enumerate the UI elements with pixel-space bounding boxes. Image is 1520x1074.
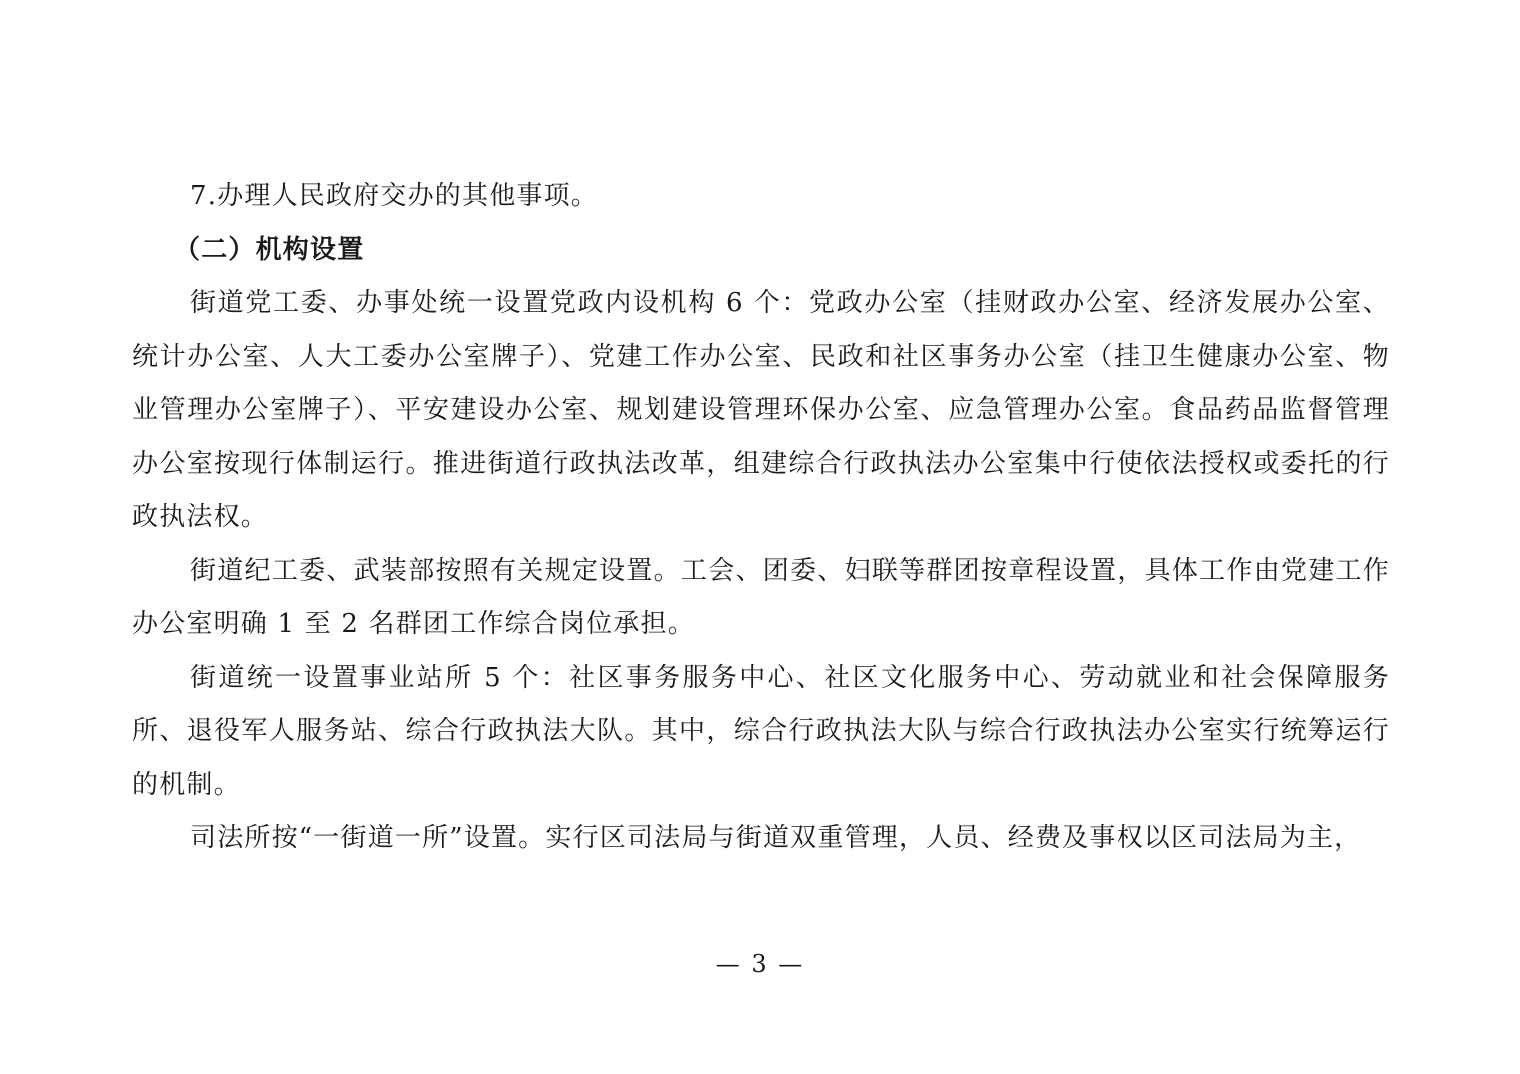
- paragraph-public-institutions: 街道统一设置事业站所 5 个：社区事务服务中心、社区文化服务中心、劳动就业和社会保障服务所、退役军人服务站、综合行政执法大队。其中，综合行政执法大队与综合行政执法办公室实行统筹运行的机制。: [132, 662, 1390, 800]
- paragraph-judicial-office: 司法所按“一街道一所”设置。实行区司法局与街道双重管理，人员、经费及事权以区司法局为主，: [190, 823, 1362, 853]
- page-number: — 3 —: [715, 950, 805, 978]
- section-heading-institution-setup: （二）机构设置: [174, 234, 365, 265]
- paragraph-discipline-armed-forces: 街道纪工委、武装部按照有关规定设置。工会、团委、妇联等群团按章程设置，具体工作由党建工作办公室明确 1 至 2 名群团工作综合岗位承担。: [132, 555, 1390, 639]
- document-body: [132, 170, 1390, 866]
- paragraph-internal-institutions: 街道党工委、办事处统一设置党政内设机构 6 个：党政办公室（挂财政办公室、经济发展办公室、统计办公室、人大工委办公室牌子）、党建工作办公室、民政和社区事务办公室（挂卫生健康办公室、物业管理办公室牌子）、平安建设办公室、规划建设管理环保办公室、应急管理办公室。食品药品监督管理办公室按现行体制运行。推进街道行政执法改革，组建综合行政执法办公室集中行使依法授权或委托的行政执法权。: [132, 288, 1390, 532]
- paragraph-item-7: 7.办理人民政府交办的其他事项。: [190, 181, 599, 211]
